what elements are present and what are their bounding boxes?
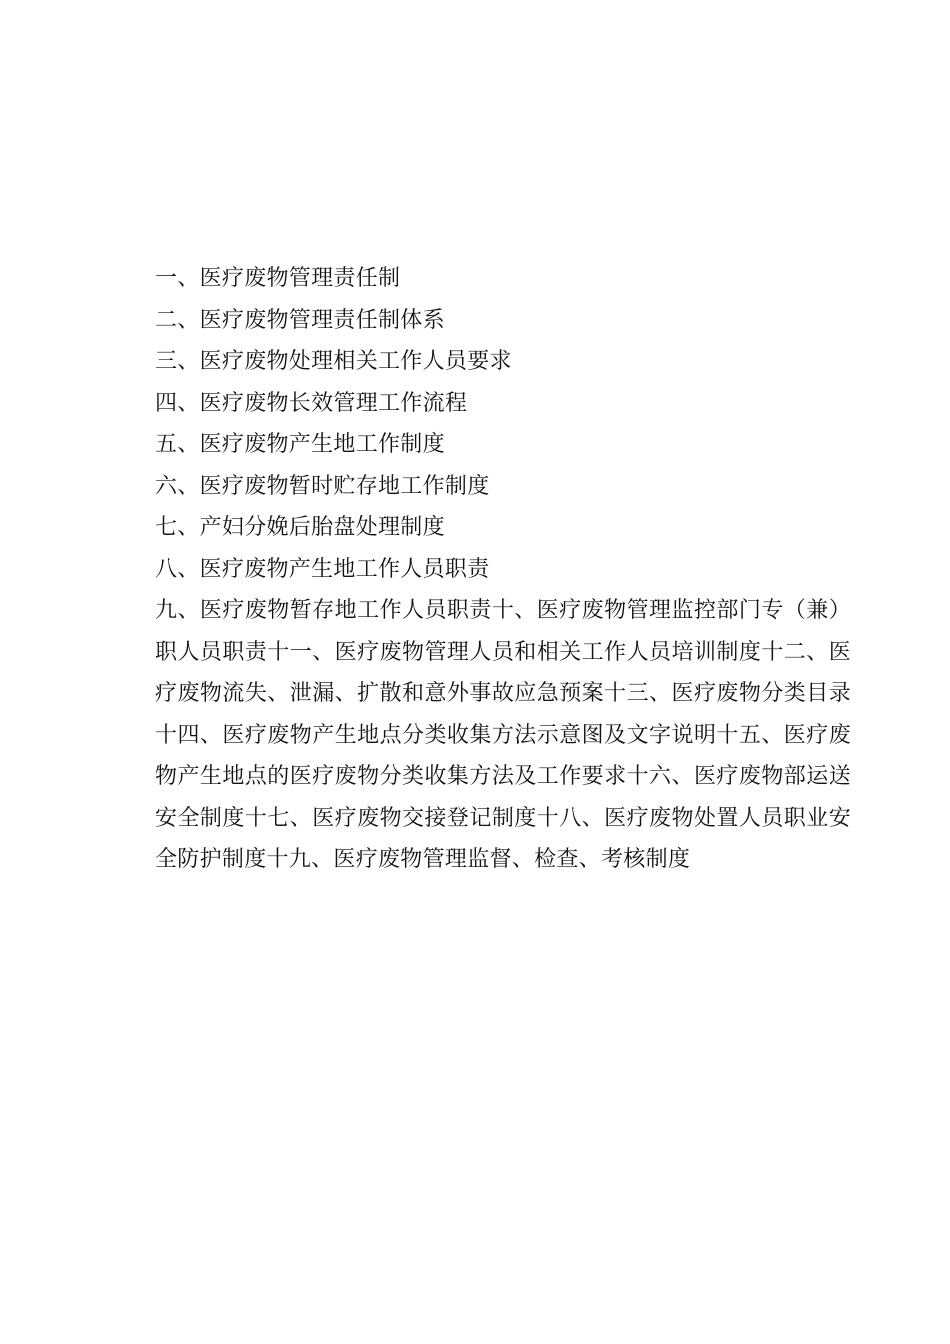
table-of-contents	[155, 258, 855, 881]
toc-item-7: 七、产妇分娩后胎盘处理制度	[155, 515, 445, 540]
toc-item-6: 六、医疗废物暂时贮存地工作制度	[155, 473, 490, 499]
toc-item-2: 二、医疗废物管理责任制体系	[155, 307, 445, 333]
toc-run-on-paragraph: 九、医疗废物暂存地工作人员职责十、医疗废物管理监控部门专（兼）职人员职责十一、医疗废物管理人员和相关工作人员培训制度十二、医疗废物流失、泄漏、扩散和意外事故应急预案十三、医疗废物分类目录十四、医疗废物产生地点分类收集方法示意图及文字说明十五、医疗废物产生地点的医疗废物分类收集方法及工作要求十六、医疗废物部运送安全制度十七、医疗废物交接登记制度十八、医疗废物处置人员职业安全防护制度十九、医疗废物管理监督、检查、考核制度	[155, 598, 851, 872]
toc-item-3: 三、医疗废物处理相关工作人员要求	[155, 349, 512, 374]
toc-item-1: 一、医疗废物管理责任制	[155, 266, 401, 291]
toc-item-4: 四、医疗废物长效管理工作流程	[155, 390, 468, 416]
toc-item-8: 八、医疗废物产生地工作人员职责	[155, 556, 490, 582]
toc-item-5: 五、医疗废物产生地工作制度	[155, 432, 445, 457]
